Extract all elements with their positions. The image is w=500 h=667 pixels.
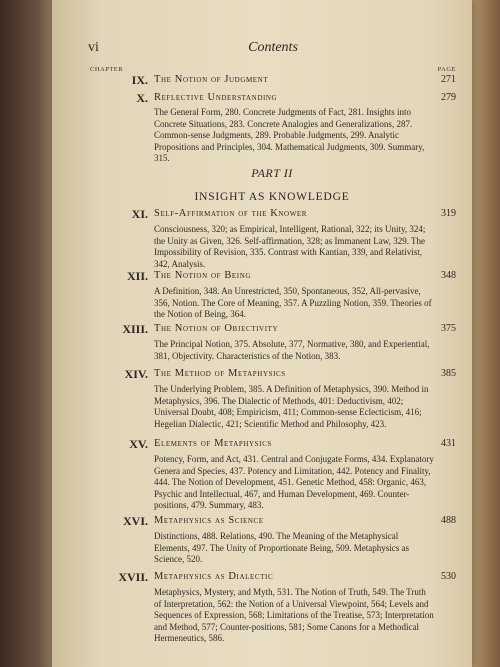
- chapter-title: Elements of Metaphysics: [154, 438, 272, 449]
- running-head: [88, 40, 458, 58]
- chapter-description: A Definition, 348. An Unrestricted, 350, Spontaneous, 352, All-pervasive, 356, Notion. The Core of Meaning, 357. A Puzzling Notion, 359. Theories of the Notion of Being, 364.: [154, 286, 432, 320]
- page-folio: vi: [88, 40, 99, 55]
- chapter-number: IX.: [131, 73, 148, 87]
- chapter-page: 271: [441, 74, 456, 85]
- chapter-description: The General Form, 280. Concrete Judgments of Fact, 281. Insights into Concrete Situations, 283. Concrete Analogies and Generalizations, 287. Common-sense Judgments, 289. Probable Judgments, 299. Analytic Propositions and Principles, 304. Mathematical Judgments, 309. Summary, 315.: [154, 107, 425, 164]
- chapter-number: XV.: [129, 437, 148, 451]
- part-label: PART II: [251, 166, 293, 180]
- chapter-description: Consciousness, 320; as Empirical, Intelligent, Rational, 322; its Unity, 324; the Unity as Given, 326. Self-affirmation, 328; as Immanent Law, 329. The Impossibility of Revision, 335. Contrast with Kantian, 339, and Relativist, 342, Analysis.: [154, 224, 426, 269]
- chapter-page: 530: [441, 571, 456, 582]
- part-title: INSIGHT AS KNOWLEDGE: [194, 191, 350, 203]
- chapter-title: The Notion of Being: [154, 270, 252, 281]
- chapter-description: The Principal Notion, 375. Absolute, 377, Normative, 380, and Experiential, 381, Objectivity. Characteristics of the Notion, 383.: [154, 339, 430, 361]
- chapter-page: 488: [441, 515, 456, 526]
- chapter-title: Reflective Understanding: [154, 92, 278, 103]
- chapter-title: Metaphysics as Science: [154, 515, 264, 526]
- chapter-title: Self-Affirmation of the Knower: [154, 208, 308, 219]
- chapter-page: 431: [441, 438, 456, 449]
- chapter-number: XIV.: [124, 367, 148, 381]
- chapter-number: XI.: [131, 207, 148, 221]
- chapter-description: Potency, Form, and Act, 431. Central and Conjugate Forms, 434. Explanatory Genera and Species, 437. Potency and Limitation, 442. Potency and Finality, 444. The Notion of Development, 451. Genetic Method, 458: Organic, 463, Psychic and Intellectual, 467, and Human Development, 469. Counter-positions, 479. Summary, 483.: [154, 454, 434, 511]
- chapter-number: XIII.: [122, 322, 148, 336]
- chapter-number: XII.: [126, 269, 148, 283]
- chapter-label: CHAPTER: [90, 66, 124, 73]
- chapter-description: Metaphysics, Mystery, and Myth, 531. The Notion of Truth, 549. The Truth of Interpretation, 562: the Notion of a Universal Viewpoint, 564; Levels and Sequences of Expression, 568; Limitations of the Treatise, 573; Interpretation and Method, 577; Counter-positions, 581; Some Canons for a Methodical Hermeneutics, 586.: [154, 587, 434, 644]
- chapter-page: 319: [441, 208, 456, 219]
- chapter-number: X.: [136, 91, 148, 105]
- page-heading: Contents: [248, 40, 298, 55]
- chapter-title: Metaphysics as Dialectic: [154, 571, 274, 582]
- part-heading: [88, 166, 456, 203]
- chapter-title: The Notion of Objectivity: [154, 323, 279, 334]
- chapter-description: Distinctions, 488. Relations, 490. The Meaning of the Metaphysical Elements, 497. The Unity of Proportionate Being, 509. Metaphysics as Science, 520.: [154, 531, 410, 565]
- chapter-page: 375: [441, 323, 456, 334]
- chapter-page: 385: [441, 368, 456, 379]
- chapter-number: XVI.: [122, 514, 148, 528]
- chapter-number: XVII.: [118, 570, 148, 584]
- page-label: PAGE: [437, 66, 456, 73]
- chapter-page: 279: [441, 92, 456, 103]
- chapter-page: 348: [441, 270, 456, 281]
- chapter-description: The Underlying Problem, 385. A Definition of Metaphysics, 390. Method in Metaphysics, 396. The Dialectic of Methods, 401: Deductivism, 402; Universal Doubt, 408; Empiricism, 411; Common-sense Eclecticism, 416; Hegelian Dialectic, 421; Scientific Method and Philosophy, 423.: [154, 384, 429, 429]
- chapter-title: The Notion of Judgment: [154, 74, 269, 85]
- chapter-title: The Method of Metaphysics: [154, 368, 286, 379]
